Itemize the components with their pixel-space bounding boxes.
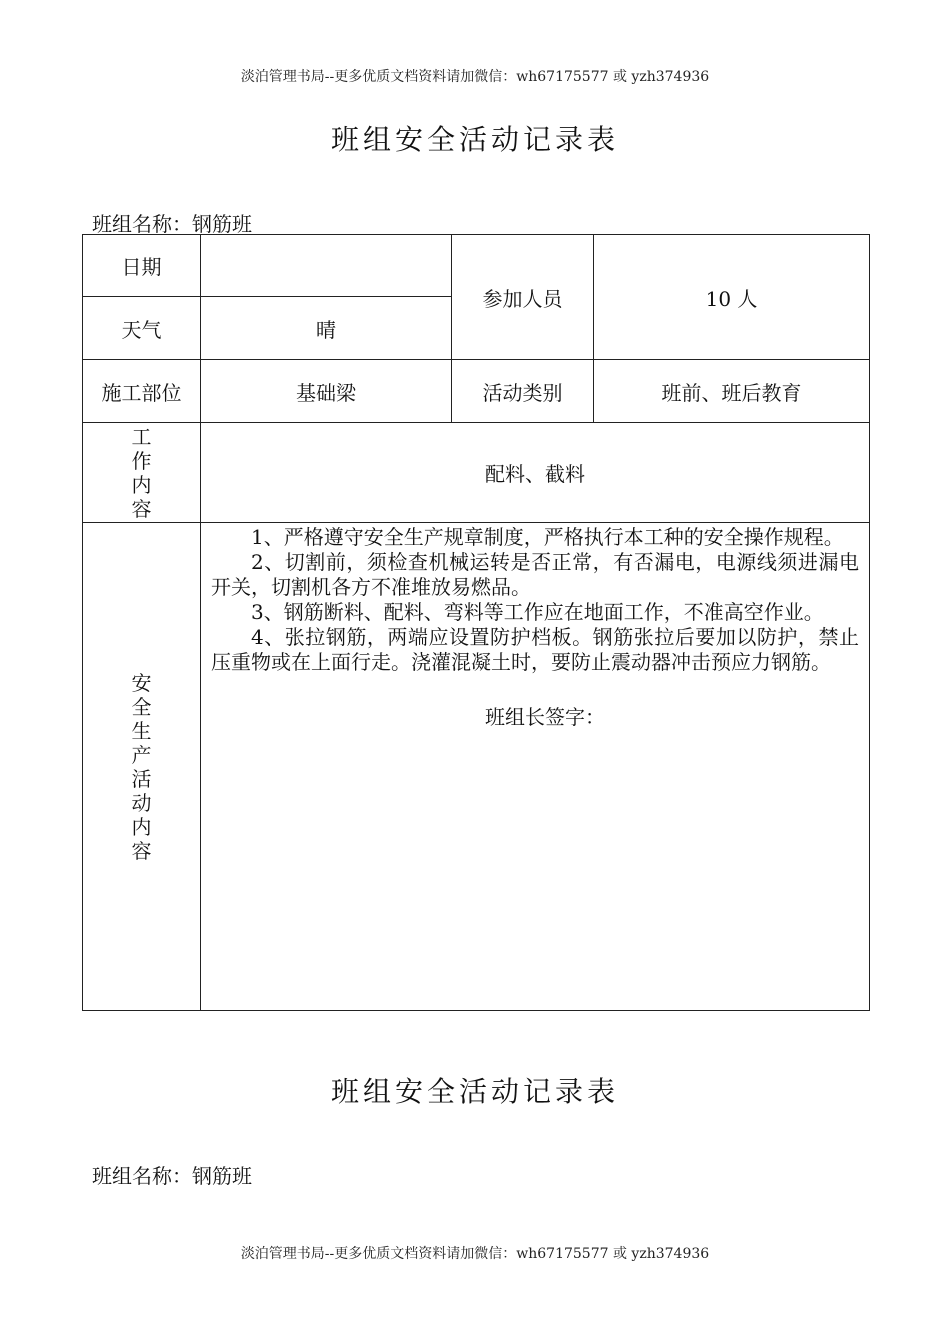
work-content-value[interactable]: 配料、截料 — [201, 423, 870, 523]
team-name-line: 班组名称：钢筋班 — [92, 1164, 252, 1188]
participants-label: 参加人员 — [452, 235, 594, 360]
safety-item: 2、切割前，须检查机械运转是否正常，有否漏电，电源线须进漏电开关，切割机各方不准堆放易燃品。 — [211, 550, 859, 599]
date-label: 日期 — [83, 235, 201, 297]
safety-content-label: 安 全 生 产 活 动 内 容 — [83, 523, 201, 1011]
team-name-line: 班组名称：钢筋班 — [92, 212, 252, 236]
location-label: 施工部位 — [83, 360, 201, 423]
weather-value[interactable]: 晴 — [201, 297, 452, 360]
table-row — [83, 523, 870, 1011]
table-row — [83, 235, 870, 297]
activity-record-table — [82, 234, 870, 1011]
form-title: 班组安全活动记录表 — [330, 123, 619, 156]
participants-value[interactable]: 10 人 — [594, 235, 870, 360]
safety-item: 1、严格遵守安全生产规章制度，严格执行本工种的安全操作规程。 — [251, 525, 844, 549]
form-title: 班组安全活动记录表 — [330, 1075, 619, 1108]
safety-content-value[interactable] — [201, 523, 870, 1011]
weather-label: 天气 — [83, 297, 201, 360]
activity-type-value[interactable]: 班前、班后教育 — [594, 360, 870, 423]
table-row — [83, 423, 870, 523]
signature-label: 班组长签字： — [485, 705, 605, 729]
date-value[interactable] — [201, 235, 452, 297]
safety-item: 4、张拉钢筋，两端应设置防护档板。钢筋张拉后要加以防护，禁止压重物或在上面行走。浇灌混凝土时，要防止震动器冲击预应力钢筋。 — [211, 625, 859, 674]
header-note: 淡泊管理书局--更多优质文档资料请加微信：wh67175577 或 yzh374936 — [240, 69, 710, 85]
location-value[interactable]: 基础梁 — [201, 360, 452, 423]
table-row — [83, 360, 870, 423]
activity-type-label: 活动类别 — [452, 360, 594, 423]
work-content-label: 工 作 内 容 — [83, 423, 201, 523]
safety-item: 3、钢筋断料、配料、弯料等工作应在地面工作，不准高空作业。 — [251, 600, 824, 624]
footer-note: 淡泊管理书局--更多优质文档资料请加微信：wh67175577 或 yzh374936 — [240, 1246, 710, 1262]
